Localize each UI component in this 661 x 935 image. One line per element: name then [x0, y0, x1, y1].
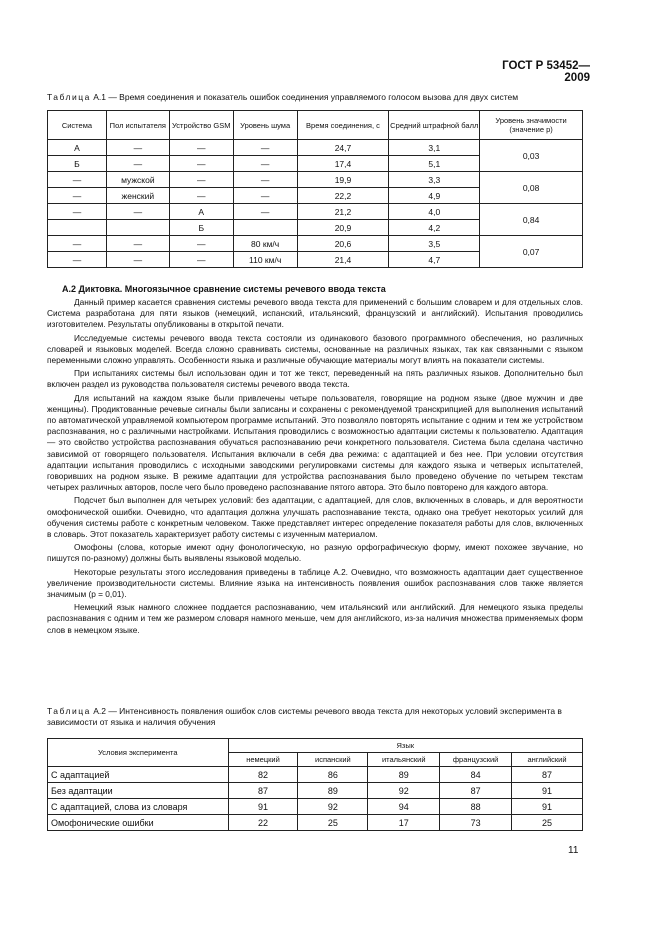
column-header: Уровень значимости (значение p) [480, 111, 583, 140]
table-cell: — [233, 188, 297, 204]
table2-caption: Таблица А.2 — Интенсивность появления ошибок слов системы речевого ввода текста для некоторых условий эксперимента в зависимости от языка и наличия обучения [47, 706, 562, 727]
column-header: испанский [298, 753, 368, 767]
table-cell: мужской [106, 172, 169, 188]
table-cell: — [106, 140, 169, 156]
column-header: Устройство GSM [169, 111, 233, 140]
column-header: Средний штрафной балл [389, 111, 480, 140]
table-cell: 91 [228, 799, 298, 815]
paragraph: Данный пример касается сравнения системы речевого ввода текста для применений с большим словарем и для отдельных слов. Система разработана для пяти языков (немецкий, испанский, итальянский, французский и английский). Испытания проводились изготовителем. Результаты опубликованы в открытой печати. [47, 297, 583, 330]
significance-cell: 0,08 [480, 172, 583, 204]
table-cell: 21,4 [297, 252, 389, 268]
table-cell [106, 220, 169, 236]
table-cell: 92 [368, 783, 440, 799]
table-cell: — [106, 156, 169, 172]
table-cell: — [169, 140, 233, 156]
column-header: Система [48, 111, 107, 140]
column-header: Условия эксперимента [48, 739, 229, 767]
section-title: А.2 Диктовка. Многоязычное сравнение системы речевого ввода текста [62, 284, 386, 294]
table-row [48, 172, 583, 188]
table-row [48, 783, 583, 799]
table-cell: 19,9 [297, 172, 389, 188]
table-cell: 20,6 [297, 236, 389, 252]
table-cell: 24,7 [297, 140, 389, 156]
page-number: 11 [568, 845, 579, 856]
table-cell: 80 км/ч [233, 236, 297, 252]
document-standard-number: ГОСТ Р 53452—2009 [502, 60, 590, 84]
table-cell: Б [48, 156, 107, 172]
table-cell: — [48, 236, 107, 252]
table-cell: 22,2 [297, 188, 389, 204]
table-cell: 88 [440, 799, 512, 815]
table-cell: 4,7 [389, 252, 480, 268]
column-header: Время соединения, с [297, 111, 389, 140]
table-cell: — [48, 172, 107, 188]
table-cell: 4,9 [389, 188, 480, 204]
table-cell: 89 [298, 783, 368, 799]
column-header: английский [512, 753, 583, 767]
table-cell: — [106, 204, 169, 220]
section-body [47, 297, 583, 638]
table-cell: 3,3 [389, 172, 480, 188]
column-header: французский [440, 753, 512, 767]
table-cell: 89 [368, 767, 440, 783]
column-header: немецкий [228, 753, 298, 767]
table-header-row [48, 739, 583, 753]
table-cell: А [48, 140, 107, 156]
table-cell: — [233, 156, 297, 172]
table-cell: 25 [512, 815, 583, 831]
table-cell: — [169, 172, 233, 188]
table-cell: 94 [368, 799, 440, 815]
table-cell: — [106, 252, 169, 268]
table-cell: — [48, 204, 107, 220]
table-cell: 87 [440, 783, 512, 799]
table-row [48, 140, 583, 156]
paragraph: Подсчет был выполнен для четырех условий: без адаптации, с адаптацией, для слов, включенных в словарь, и для вероятности омофонической ошибки. Очевидно, что адаптация должна улучшать распознавание текста, однако она требует некоторых усилий для обучения системы работе с конкретным человеком. Также представляет интерес определение показателя работы для слов, включенных в словарь. Этот показатель характеризует работу системы с изученным материалом. [47, 495, 583, 540]
table-cell: — [169, 252, 233, 268]
table-cell: — [169, 156, 233, 172]
table1-caption: Таблица А.1 — Время соединения и показатель ошибок соединения управляемого голосом вызова для двух систем [47, 92, 519, 102]
paragraph: При испытаниях системы был использован один и тот же текст, переведенный на пять различных языков. Дополнительно был включен раздел из руководства пользователя системы речевого ввода текста. [47, 368, 583, 390]
table-cell: — [48, 188, 107, 204]
table-cell: Без адаптации [48, 783, 229, 799]
table-cell: С адаптацией, слова из словаря [48, 799, 229, 815]
table-cell: 22 [228, 815, 298, 831]
table-cell: 3,5 [389, 236, 480, 252]
table-cell: 73 [440, 815, 512, 831]
table-cell: — [233, 172, 297, 188]
table-cell [233, 220, 297, 236]
column-header: Пол испытателя [106, 111, 169, 140]
table-cell: — [106, 236, 169, 252]
table-cell: — [233, 204, 297, 220]
paragraph: Некоторые результаты этого исследования приведены в таблице А.2. Очевидно, что возможность адаптации дает существенное увеличение производительности системы. Влияние языка на интенсивность появления ошибок распознавания слов также является значимым (p = 0,01). [47, 566, 583, 600]
table-cell: 5,1 [389, 156, 480, 172]
paragraph: Исследуемые системы речевого ввода текста состояли из одинакового базового программного обеспечения, но различных словарей и языковых моделей. Всегда сложно сравнивать системы, основанные на различных языках, так как связанными с языком переменными сложно управлять. Особенности языка и различные обучающие материалы могут влиять на показатели системы. [47, 332, 583, 366]
table-cell: 91 [512, 783, 583, 799]
paragraph: Для испытаний на каждом языке были привлечены четыре пользователя, говорящие на родном языке (двое мужчин и две женщины). Продиктованные речевые сигналы были записаны и сохранены с рекомендуемой транскрипцией для выполнения испытаний по автоматической управляемой компьютером программе испытаний. Это позволяло повторять испытание с одним и тем же устройством распознавания, но с различными настройками. Испытания проводились с возможностью адаптации системы к пользователю. Адаптация — это свойство устройства распознавания обучаться распознаванию речи конкретного пользователя. Система была сделана частично зависимой от говорящего пользователя. Испытания включали в себя два режима: с адаптацией и без нее. При условии отсутствия адаптации испытания проводились с исходными заводскими регулировками системы для каждого языка и четверых испытателей, говоривших на родном языке. В режиме адаптации для устройства распознавания было проведено обучение по четырем текстам четырех различных авторов, после чего было проведено распознавание пятого автора. Это было повторено для каждого автора. [47, 392, 583, 493]
significance-cell: 0,84 [480, 204, 583, 236]
table-cell: 25 [298, 815, 368, 831]
table-cell: — [48, 252, 107, 268]
table-cell: 84 [440, 767, 512, 783]
table-cell: 20,9 [297, 220, 389, 236]
table-cell: женский [106, 188, 169, 204]
table-row [48, 767, 583, 783]
table-cell [48, 220, 107, 236]
table-row [48, 815, 583, 831]
significance-cell: 0,03 [480, 140, 583, 172]
table-cell: 87 [512, 767, 583, 783]
table-cell: — [169, 188, 233, 204]
group-header: Язык [228, 739, 582, 753]
table-cell: 92 [298, 799, 368, 815]
table-cell: 82 [228, 767, 298, 783]
column-header: итальянский [368, 753, 440, 767]
table-row [48, 236, 583, 252]
table-connection-time [47, 110, 583, 268]
table-row [48, 799, 583, 815]
column-header: Уровень шума [233, 111, 297, 140]
table-cell: 91 [512, 799, 583, 815]
paragraph: Омофоны (слова, которые имеют одну фонологическую, но разную орфографическую форму, имеют похожее звучание, но пишутся по-разному) должны быть выявлены языковой моделью. [47, 542, 583, 564]
table-cell: 17,4 [297, 156, 389, 172]
table-cell: А [169, 204, 233, 220]
table-row [48, 204, 583, 220]
table-header-row [48, 111, 583, 140]
table-cell: 86 [298, 767, 368, 783]
table-cell: С адаптацией [48, 767, 229, 783]
table-cell: 110 км/ч [233, 252, 297, 268]
table-cell: — [169, 236, 233, 252]
table-cell: Б [169, 220, 233, 236]
table-cell: 87 [228, 783, 298, 799]
table-cell: — [233, 140, 297, 156]
table-word-error-rate [47, 738, 583, 831]
table-cell: 4,2 [389, 220, 480, 236]
table-cell: 3,1 [389, 140, 480, 156]
table-cell: 21,2 [297, 204, 389, 220]
table-cell: Омофонические ошибки [48, 815, 229, 831]
significance-cell: 0,07 [480, 236, 583, 268]
table-cell: 4,0 [389, 204, 480, 220]
paragraph: Немецкий язык намного сложнее поддается распознаванию, чем итальянский или английский. Для немецкого языка пределы распознавания с одним и тем же размером словаря намного меньше, чем для английского, из-за наличия множества применяемых форм слов в немецком языке. [47, 602, 583, 635]
table-cell: 17 [368, 815, 440, 831]
